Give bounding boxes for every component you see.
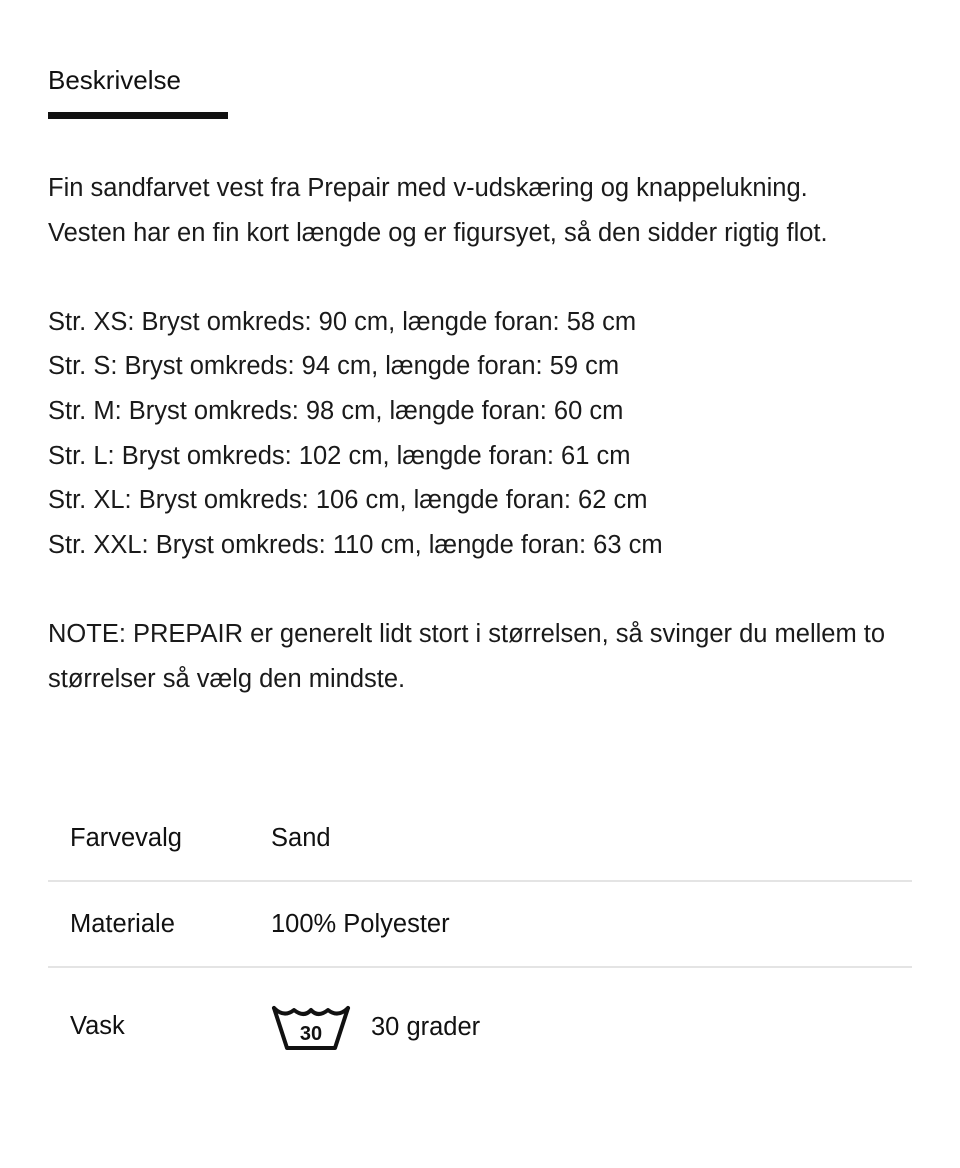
tab-description[interactable]	[48, 62, 228, 119]
description-line: Vesten har en fin kort længde og er figursyet, så den sidder rigtig flot.	[48, 218, 828, 247]
attribute-label: Vask	[70, 1012, 125, 1040]
wash-info	[271, 1002, 480, 1052]
note-line: NOTE: PREPAIR er generelt lidt stort i størrelsen, så svinger du mellem to	[48, 619, 886, 648]
wash-temp-label: 30	[299, 1023, 323, 1045]
size-line-m: Str. M: Bryst omkreds: 98 cm, længde foran: 60 cm	[48, 396, 624, 425]
attribute-row-wash	[48, 968, 912, 1084]
tab-label: Beskrivelse	[48, 65, 181, 95]
size-line-s: Str. S: Bryst omkreds: 94 cm, længde foran: 59 cm	[48, 352, 620, 381]
attribute-value: 30 grader	[371, 1013, 481, 1041]
size-line-xl: Str. XL: Bryst omkreds: 106 cm, længde foran: 62 cm	[48, 486, 648, 515]
size-line-xxl: Str. XXL: Bryst omkreds: 110 cm, længde foran: 63 cm	[48, 530, 663, 559]
attribute-value: Sand	[271, 824, 331, 852]
description-line: Fin sandfarvet vest fra Prepair med v-udskæring og knappelukning.	[48, 174, 808, 202]
attribute-row-color	[48, 796, 912, 882]
size-line-xs: Str. XS: Bryst omkreds: 90 cm, længde foran: 58 cm	[48, 307, 637, 336]
paragraph-gap	[48, 255, 928, 300]
tab-active-underline	[48, 112, 228, 119]
attribute-row-material	[48, 882, 912, 968]
product-description	[48, 166, 928, 701]
attribute-value: 100% Polyester	[271, 910, 450, 938]
size-line-l: Str. L: Bryst omkreds: 102 cm, længde foran: 61 cm	[48, 441, 631, 470]
paragraph-gap	[48, 567, 928, 612]
note-line: størrelser så vælg den mindste.	[48, 664, 406, 693]
attribute-label: Farvevalg	[70, 824, 182, 852]
wash-30-icon	[271, 1002, 351, 1052]
attribute-label: Materiale	[70, 910, 175, 938]
product-attributes-table	[48, 796, 912, 1084]
